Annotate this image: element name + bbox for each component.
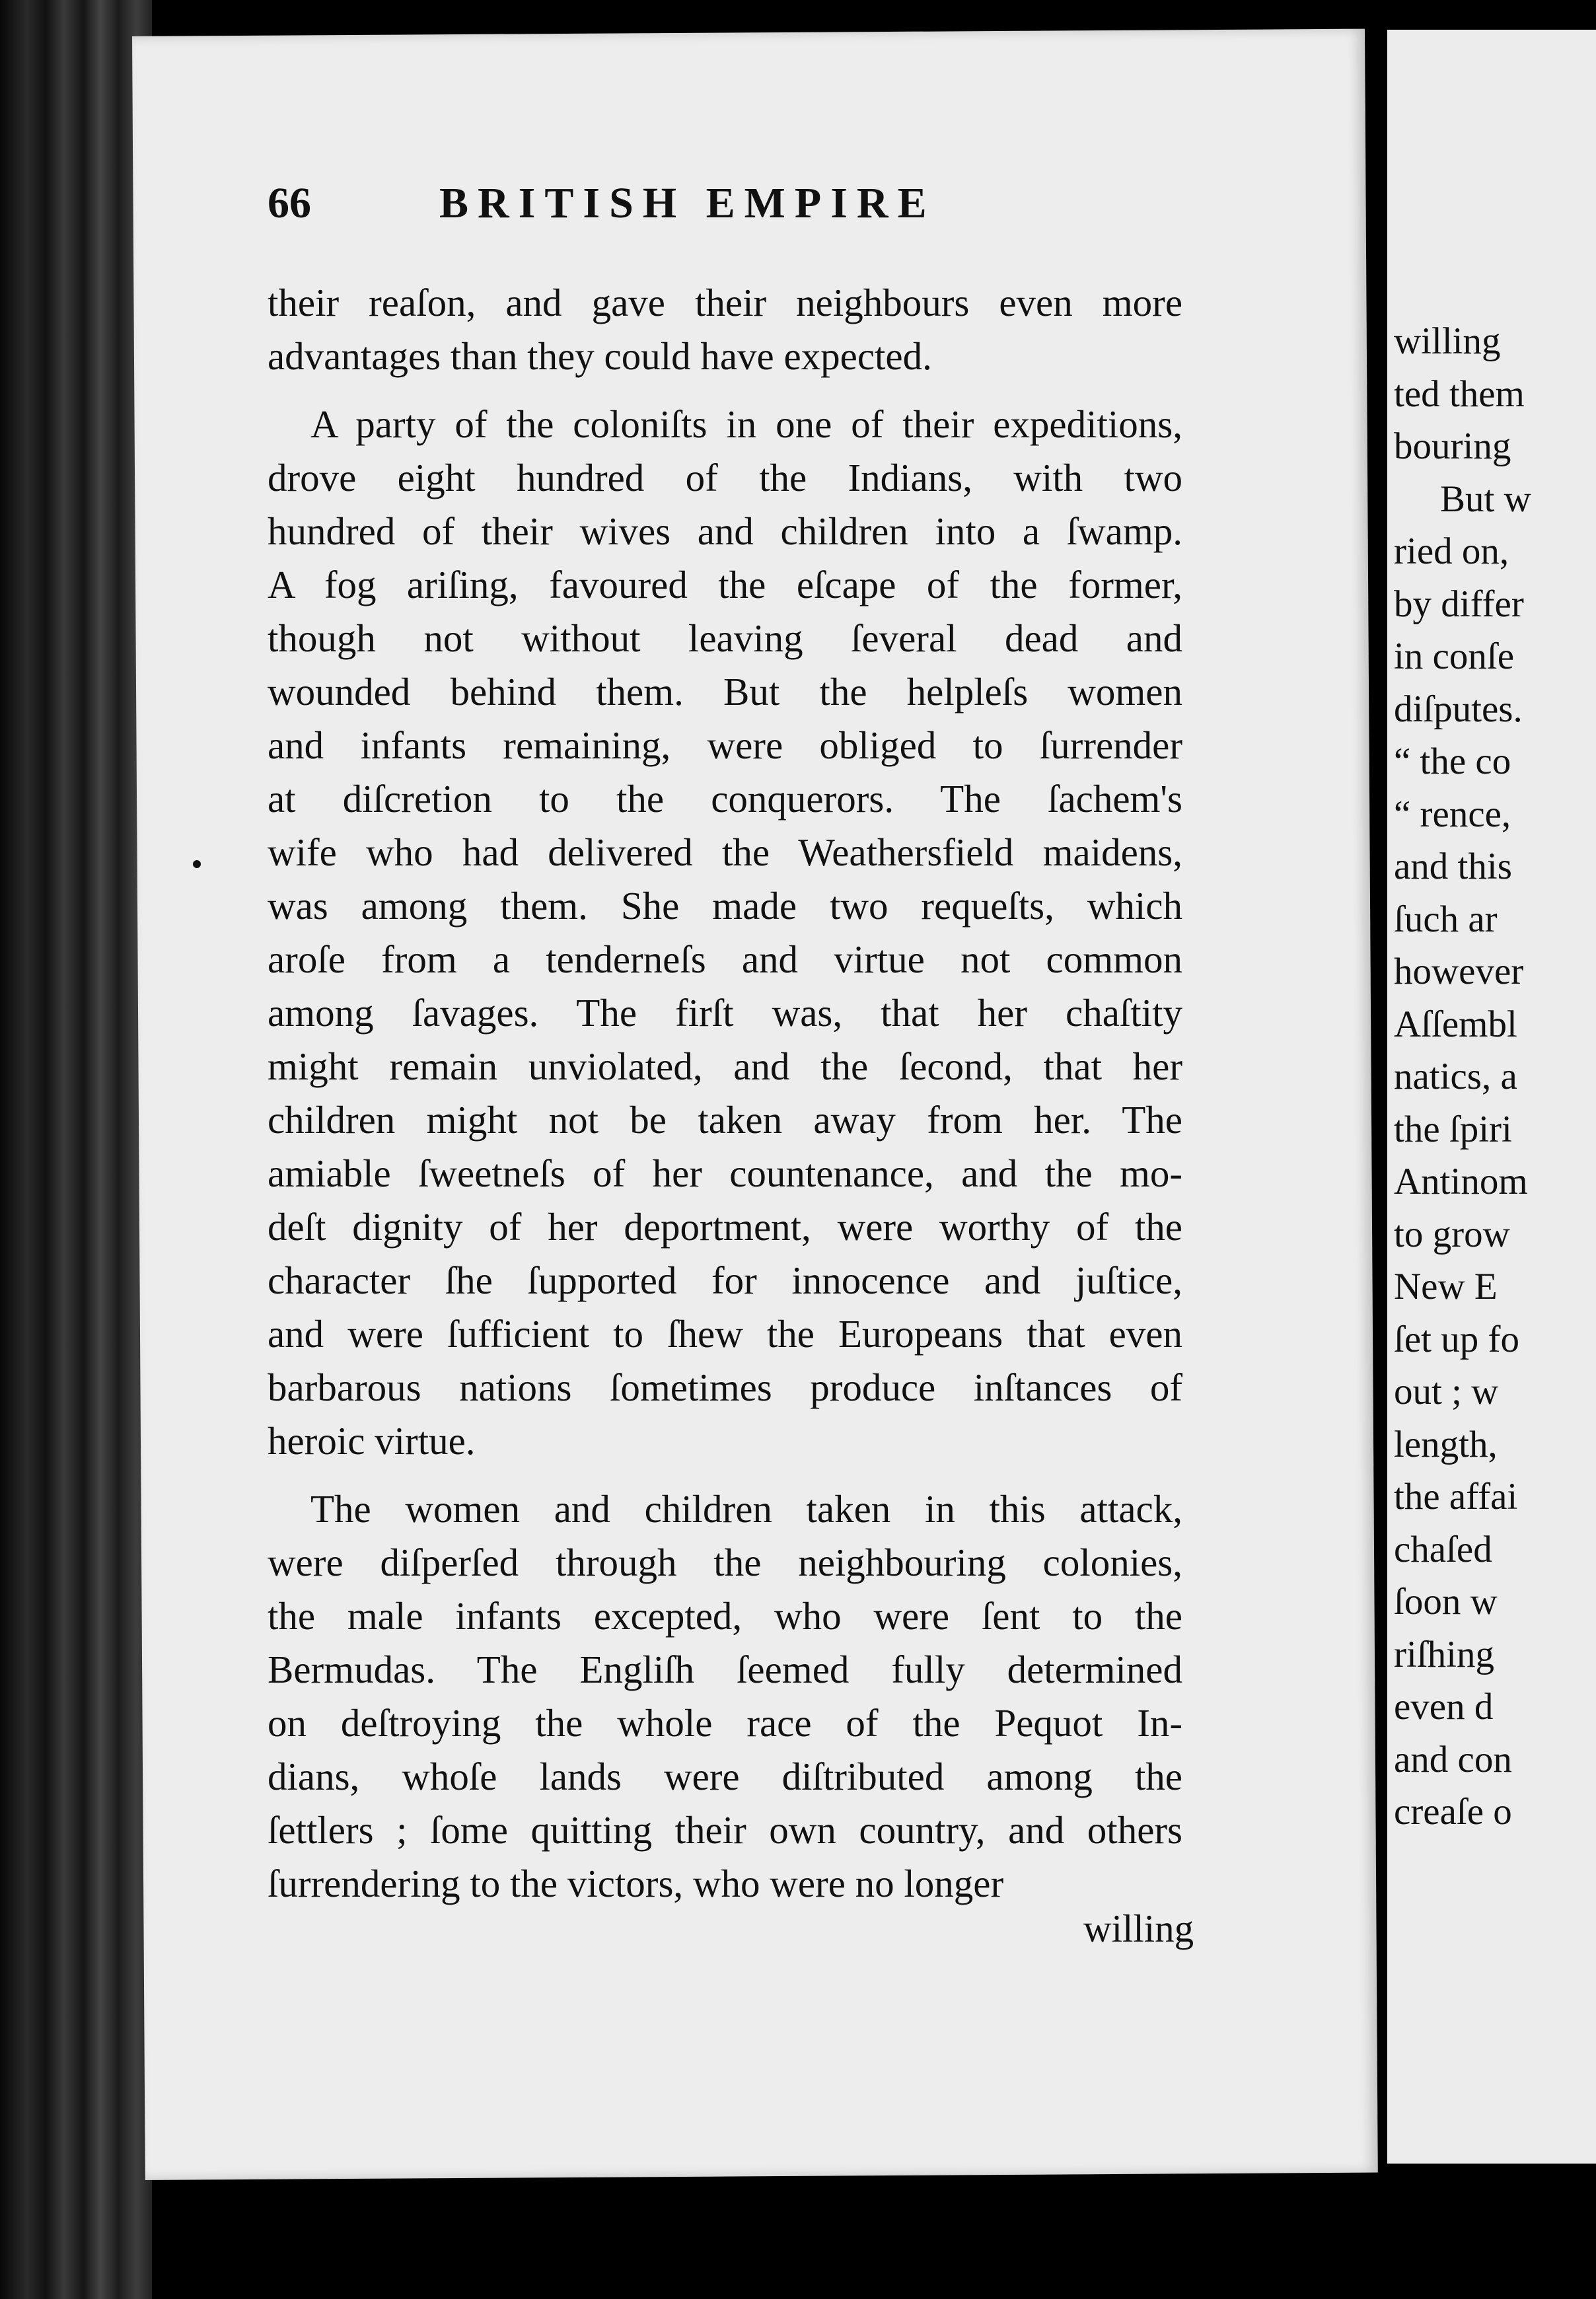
book-edge — [0, 0, 152, 2299]
text-line: at diſcretion to the conquerors. The ſachem's — [268, 777, 1182, 821]
right-text-line: “ the co — [1394, 741, 1511, 782]
text-line: ſurrendering to the victors, who were no longer — [268, 1862, 1004, 1905]
right-text-line: “ rence, — [1394, 793, 1511, 835]
text-line: was among them. She made two requeſts, which — [268, 884, 1182, 928]
text-line: among ſavages. The firſt was, that her chaſtity — [268, 991, 1182, 1035]
ink-speck — [193, 860, 201, 868]
right-text-line: Aſſembl — [1394, 1003, 1517, 1045]
right-text-line: Antinom — [1394, 1161, 1528, 1202]
right-text-line: diſputes. — [1394, 688, 1523, 730]
text-line: The women and children taken in this attack, — [310, 1487, 1182, 1531]
right-text-line: ſet up fo — [1394, 1318, 1519, 1360]
text-line: the male infants excepted, who were ſent to the — [268, 1594, 1182, 1638]
text-line: amiable ſweetneſs of her countenance, and the mo- — [268, 1151, 1182, 1195]
text-line: drove eight hundred of the Indians, with two — [268, 456, 1182, 499]
right-text-line: by differ — [1394, 583, 1524, 625]
right-text-line: the affai — [1394, 1476, 1518, 1517]
paragraph-gap — [268, 383, 1182, 398]
text-line: their reaſon, and gave their neighbours even more — [268, 281, 1182, 324]
text-line: wife who had delivered the Weathersfield maidens, — [268, 830, 1182, 874]
right-text-line: ried on, — [1394, 530, 1509, 572]
text-line: advantages than they could have expected. — [268, 334, 932, 378]
right-text-line: however — [1394, 951, 1524, 992]
text-line: deſt dignity of her deportment, were worthy of the — [268, 1205, 1182, 1249]
text-line: A fog ariſing, favoured the eſcape of the former, — [268, 563, 1182, 606]
right-text-line: even d — [1394, 1686, 1494, 1728]
paragraph-gap — [268, 1468, 1182, 1482]
right-text-line: length, — [1394, 1423, 1498, 1465]
right-text-line: in conſe — [1394, 636, 1515, 677]
text-line: aroſe from a tenderneſs and virtue not common — [268, 937, 1182, 981]
text-line: wounded behind them. But the helpleſs women — [268, 670, 1182, 713]
text-line: on deſtroying the whole race of the Pequot In- — [268, 1701, 1182, 1745]
right-text-line: riſhing — [1394, 1633, 1494, 1675]
text-line: hundred of their wives and children into a ſwamp. — [268, 509, 1182, 553]
right-page — [1387, 30, 1596, 2164]
text-line: A party of the coloniſts in one of their expeditions, — [310, 402, 1182, 446]
text-line: character ſhe ſupported for innocence and juſtice, — [268, 1259, 1182, 1302]
text-line: barbarous nations ſometimes produce inſtances of — [268, 1366, 1182, 1409]
right-text-line: and this — [1394, 846, 1512, 887]
right-text-line: bouring — [1394, 425, 1511, 467]
text-line: might remain unviolated, and the ſecond, that her — [268, 1044, 1182, 1088]
right-text-line: creaſe o — [1394, 1791, 1512, 1833]
text-line: and infants remaining, were obliged to ſurrender — [268, 723, 1182, 767]
right-text-line: the ſpiri — [1394, 1108, 1512, 1150]
text-line: Bermudas. The Engliſh ſeemed fully determined — [268, 1648, 1182, 1691]
right-text-line: But w — [1440, 478, 1531, 520]
page-header — [268, 178, 1179, 251]
text-line: and were ſufficient to ſhew the Europeans that even — [268, 1312, 1182, 1356]
text-line: children might not be taken away from her. The — [268, 1098, 1182, 1142]
right-text-line: ſoon w — [1394, 1581, 1498, 1623]
text-line: were diſperſed through the neighbouring colonies, — [268, 1541, 1182, 1584]
page-number: 66 — [268, 179, 311, 227]
right-text-line: out ; w — [1394, 1371, 1499, 1412]
right-text-line: chaſed — [1394, 1528, 1492, 1570]
right-page-text — [1394, 315, 1596, 1839]
right-text-line: natics, a — [1394, 1056, 1517, 1097]
right-text-line: New E — [1394, 1266, 1498, 1307]
right-text-line: and con — [1394, 1738, 1512, 1780]
right-text-line: willing — [1394, 320, 1501, 362]
text-line: ſettlers ; ſome quitting their own country, and others — [268, 1808, 1182, 1852]
text-line: dians, whoſe lands were diſtributed among the — [268, 1755, 1182, 1798]
body-text — [268, 276, 1182, 1911]
right-text-line: ſuch ar — [1394, 898, 1498, 940]
right-text-line: to grow — [1394, 1213, 1510, 1255]
text-line: heroic virtue. — [268, 1419, 476, 1463]
running-title: BRITISH EMPIRE — [439, 179, 936, 227]
text-line: though not without leaving ſeveral dead and — [268, 616, 1182, 660]
catchword: willing — [1083, 1907, 1194, 1950]
right-text-line: ted them — [1394, 373, 1525, 415]
